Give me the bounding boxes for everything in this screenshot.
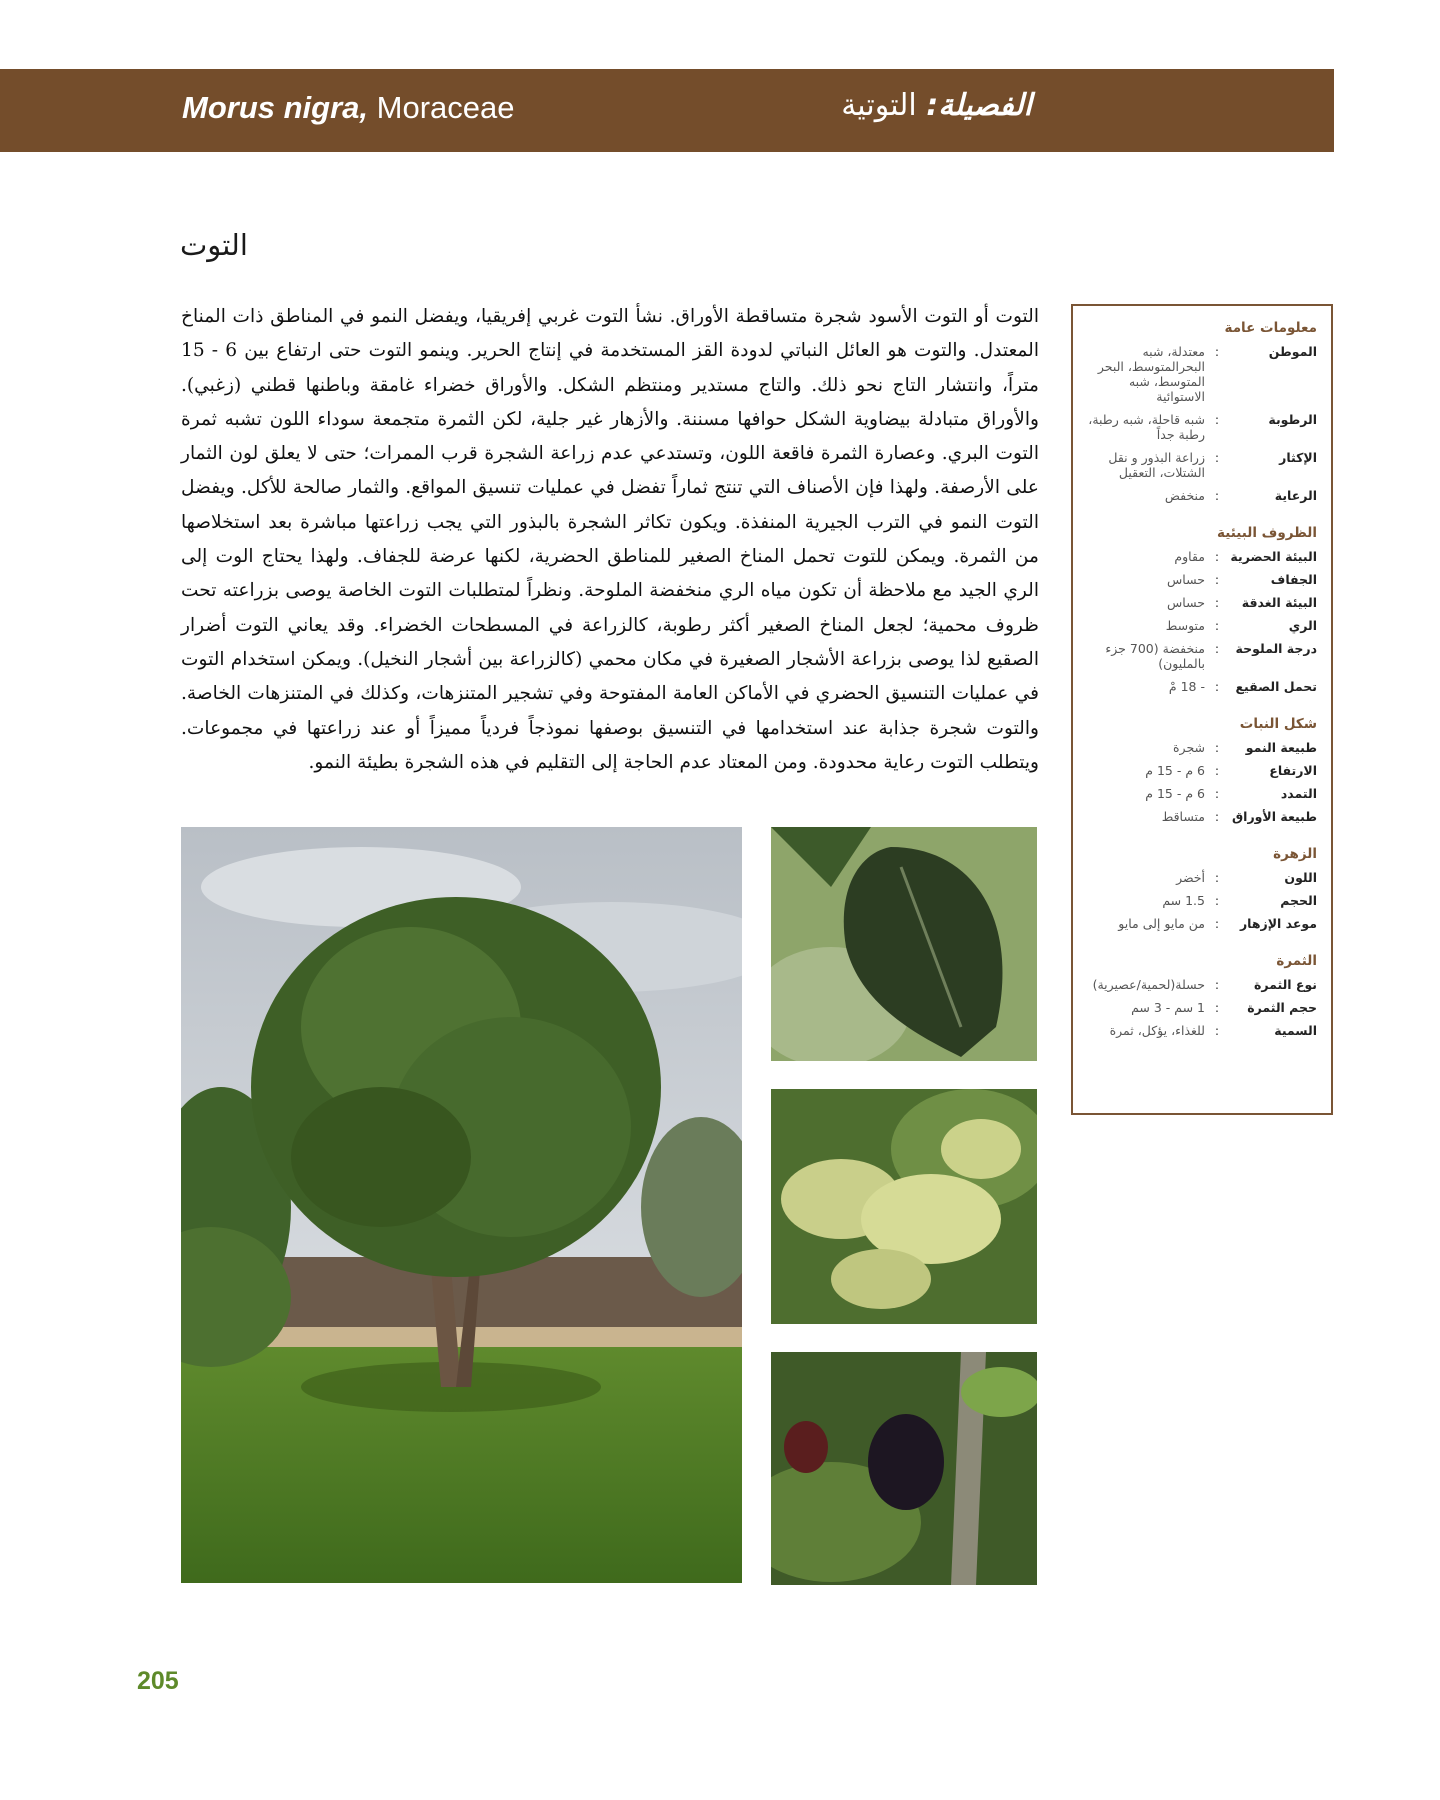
section-flower [1073, 832, 1331, 931]
info-row: طبيعة النمو : شجرة [1173, 740, 1317, 755]
info-row: طبيعة الأوراق : متساقط [1161, 809, 1317, 824]
section-environment [1073, 511, 1331, 694]
section-title: شكل النبات [1239, 716, 1317, 732]
description-text: التوت أو التوت الأسود شجرة متساقطة الأوراق. نشأ التوت غربي إفريقيا، ويفضل النمو في المناطق ذات المناخ المعتدل. والتوت هو العائل النباتي لدودة القز المستخدمة في إنتاج الحرير. وينمو التوت حتى ارتفاع بين 6 - 15 متراً، وانتشار التاج نحو ذلك. والتاج مستدير ومنتظم الشكل. والأوراق خضراء غامقة وباطنها قطني (زغبي). والأوراق متبادلة بيضاوية الشكل حوافها مسننة. والأزهار غير جلية، لكن الثمرة متجمعة سوداء اللون تشبه ثمرة التوت البري. وعصارة الثمرة فاقعة اللون، وتستدعي عدم زراعة الشجرة قرب الممرات؛ حتى لا يعلق لون الثمار على الأرصفة. ولهذا فإن الأصناف التي تنتج ثماراً تفضل في عمليات تنسيق المواقع. والثمار صالحة للأكل. ويفضل التوت النمو في الترب الجيرية المنفذة. ويكون تكاثر الشجرة بالبذور التي يجب زراعتها مباشرة بعد استخلاصها من الثمرة. ويمكن للتوت تحمل المناخ الصغير للمناطق الحضرية، لكنها عرضة للجفاف. ولهذا يحتاج الوت إلى الري الجيد مع ملاحظة أن تكون مياه الري منخفضة الملوحة. ونظراً لمتطلبات التوت الخاصة يوصى بزراعته تحت ظروف محمية؛ لجعل المناخ الصغير أكثر رطوبة، كالزراعة في المسطحات الخضراء. وقد يعاني التوت أضرار الصقيع لذا يوصى بزراعة الأشجار الصغيرة في مكان محمي (كالزراعة بين أشجار النخيل). ويمكن استخدام التوت في عمليات التنسيق الحضري في الأماكن العامة المفتوحة وفي تشجير المتنزهات، وكذلك في المتنزهات الخاصة. والتوت شجرة جذابة عند استخدامها في التنسيق بوصفها نموذجاً فردياً مميزاً أو عند زراعتها في مجموعات. ويتطلب التوت رعاية محدودة. ومن المعتاد عدم الحاجة إلى التقليم في هذه الشجرة بطيئة النمو. [181, 306, 1040, 773]
info-row: البيئة الغدقة : حساس [1167, 595, 1317, 610]
info-row: الارتفاع : 6 م - 15 م [1145, 763, 1317, 778]
page-title: التوت [180, 228, 248, 262]
info-row: البيئة الحضرية : مقاوم [1174, 549, 1317, 564]
info-panel [1071, 304, 1333, 1115]
section-title: الظروف البيئية [1217, 525, 1317, 541]
info-row: الرطوبة : شبه قاحلة، شبه رطبة، رطبة جداً [1088, 412, 1317, 442]
flower-photo [771, 1089, 1037, 1324]
info-row: درجة الملوحة : منخفضة (700 جزء بالمليون) [1105, 641, 1317, 671]
info-row: التمدد : 6 م - 15 م [1145, 786, 1317, 801]
section-general [1073, 306, 1331, 503]
info-row: الري : متوسط [1165, 618, 1317, 633]
info-row: الموطن : معتدلة، شبه البحرالمتوسط، البحر المتوسط، شبه الاستوائية [1097, 344, 1317, 404]
fruit-photo [771, 1352, 1037, 1585]
section-title: معلومات عامة [1224, 320, 1317, 336]
info-row: الحجم : 1.5 سم [1162, 893, 1317, 908]
leaf-photo [771, 827, 1037, 1061]
info-row: تحمل الصقيع : - 18 مْ [1168, 679, 1317, 694]
page-number: 205 [137, 1667, 179, 1695]
tree-photo [181, 827, 742, 1583]
info-row: الإكثار : زراعة البذور و نقل الشتلات، التعقيل [1108, 450, 1317, 480]
info-row: السمية : للغذاء، يؤكل، ثمرة [1109, 1023, 1317, 1038]
section-plant-form [1073, 702, 1331, 824]
section-fruit [1073, 939, 1331, 1038]
section-title: الزهرة [1273, 846, 1317, 862]
scientific-name: Morus nigra, Moraceae [182, 90, 515, 125]
info-row: اللون : أخضر [1176, 870, 1317, 885]
info-row: حجم الثمرة : 1 سم - 3 سم [1131, 1000, 1317, 1015]
info-row: الجفاف : حساس [1167, 572, 1317, 587]
family-name: الفصيلة: التوتية [841, 88, 1032, 123]
info-row: موعد الإزهار : من مايو إلى مايو [1118, 916, 1317, 931]
info-row: الرعاية : منخفض [1164, 488, 1317, 503]
section-title: الثمرة [1276, 953, 1317, 969]
info-row: نوع الثمرة : حسلة(لحمية/عصيرية) [1092, 977, 1317, 992]
